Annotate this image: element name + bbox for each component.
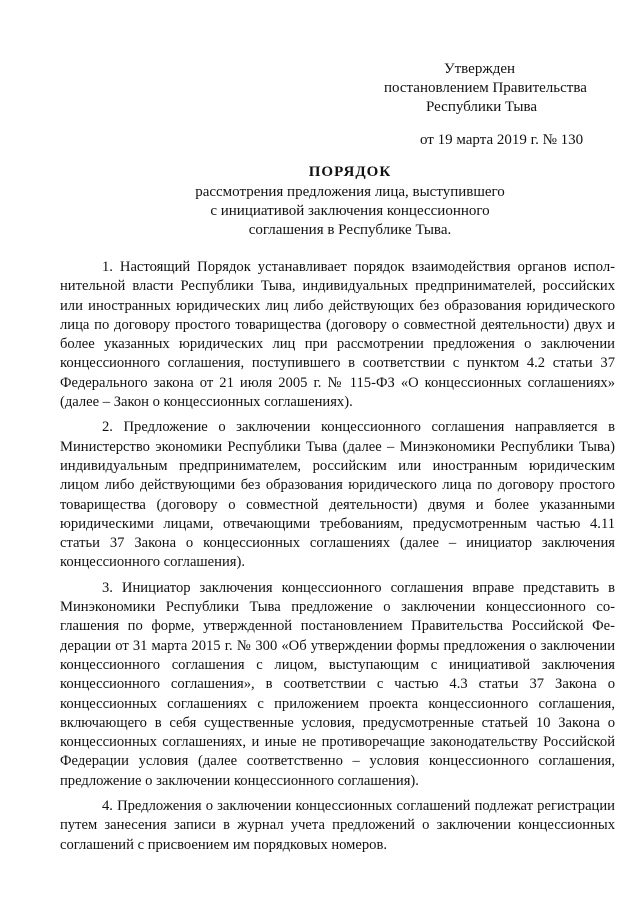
title-subtitle-line-3: соглашения в Республике Тыва.	[248, 222, 452, 238]
title-subtitle-line-2: с инициативой заключения концессионного	[210, 203, 490, 219]
approval-block	[380, 60, 630, 150]
title-subtitle-line-1: рассмотрения предложения лица, выступившего	[195, 184, 505, 200]
document-title	[150, 163, 550, 240]
approval-line-republic: Республики Тыва	[426, 99, 538, 115]
paragraph-3: 3. Инициатор заключения концессионного соглашения вправе представить в Минэкономики Республики Тыва предложение о заключении концессионного соглашения по форме, утвержденной постановлением Правительства Российской Федерации от 31 марта 2015 г. № 300 «Об утверждении формы предложения о заключении концессионного соглашения с лицом, выступающим с инициативой заключения концессионного соглашения», в соответствии с частью 4.3 статьи 37 Закона о концессионных соглашениях с приложением проекта концессионного соглашения, включающего в себя существенные условия, предусмотренные статьей 10 Закона о концессионных соглашениях, и иные не противоречащие законодательству Российской Федерации условия (далее соответственно – условия концессионного соглашения, предложение о заключении концессионного соглашения).	[60, 579, 615, 789]
approval-line-approved: Утвержден	[444, 61, 516, 77]
approval-line-resolution: постановлением Правительства	[384, 80, 587, 96]
paragraph-1: 1. Настоящий Порядок устанавливает порядок взаимодействия органов исполнительной власти Республики Тыва, индивидуальных предпринимателей, российских или иностранных юридических лиц либо действующих без образования юридического лица по договору простого товарищества (договору о совместной деятельности) двух и более указанных юридических лиц при рассмотрении предложения о заключении концессионного соглашения, поступившего в соответствии с пунктом 4.2 статьи 37 Федерального закона от 21 июля 2005 г. № 115-ФЗ «О концессионных соглашениях» (далее – Закон о концессионных соглашениях).	[60, 259, 615, 411]
title-heading: ПОРЯДОК	[308, 164, 392, 180]
approval-line-date-number: от 19 марта 2019 г. № 130	[420, 132, 584, 148]
paragraph-2: 2. Предложение о заключении концессионного соглашения направляется в Министерство экономики Республики Тыва (далее – Минэкономики Республики Тыва) индивидуальным предпринимателем, российским или иностранным юридическим лицом либо действующими без образования юридического лица по договору простого товарищества (договору о совместной деятельности) двумя и более указанными юридическими лицами, отвечающими требованиям, предусмотренным частью 4.11 статьи 37 Закона о концессионных соглашениях (далее – инициатор заключения концессионного соглашения).	[60, 419, 615, 571]
document-body	[60, 258, 615, 861]
paragraph-4: 4. Предложения о заключении концессионных соглашений подлежат регистрации путем занесения записи в журнал учета предложений о заключении концессионных соглашений с присвоением им порядковых номеров.	[60, 798, 615, 853]
